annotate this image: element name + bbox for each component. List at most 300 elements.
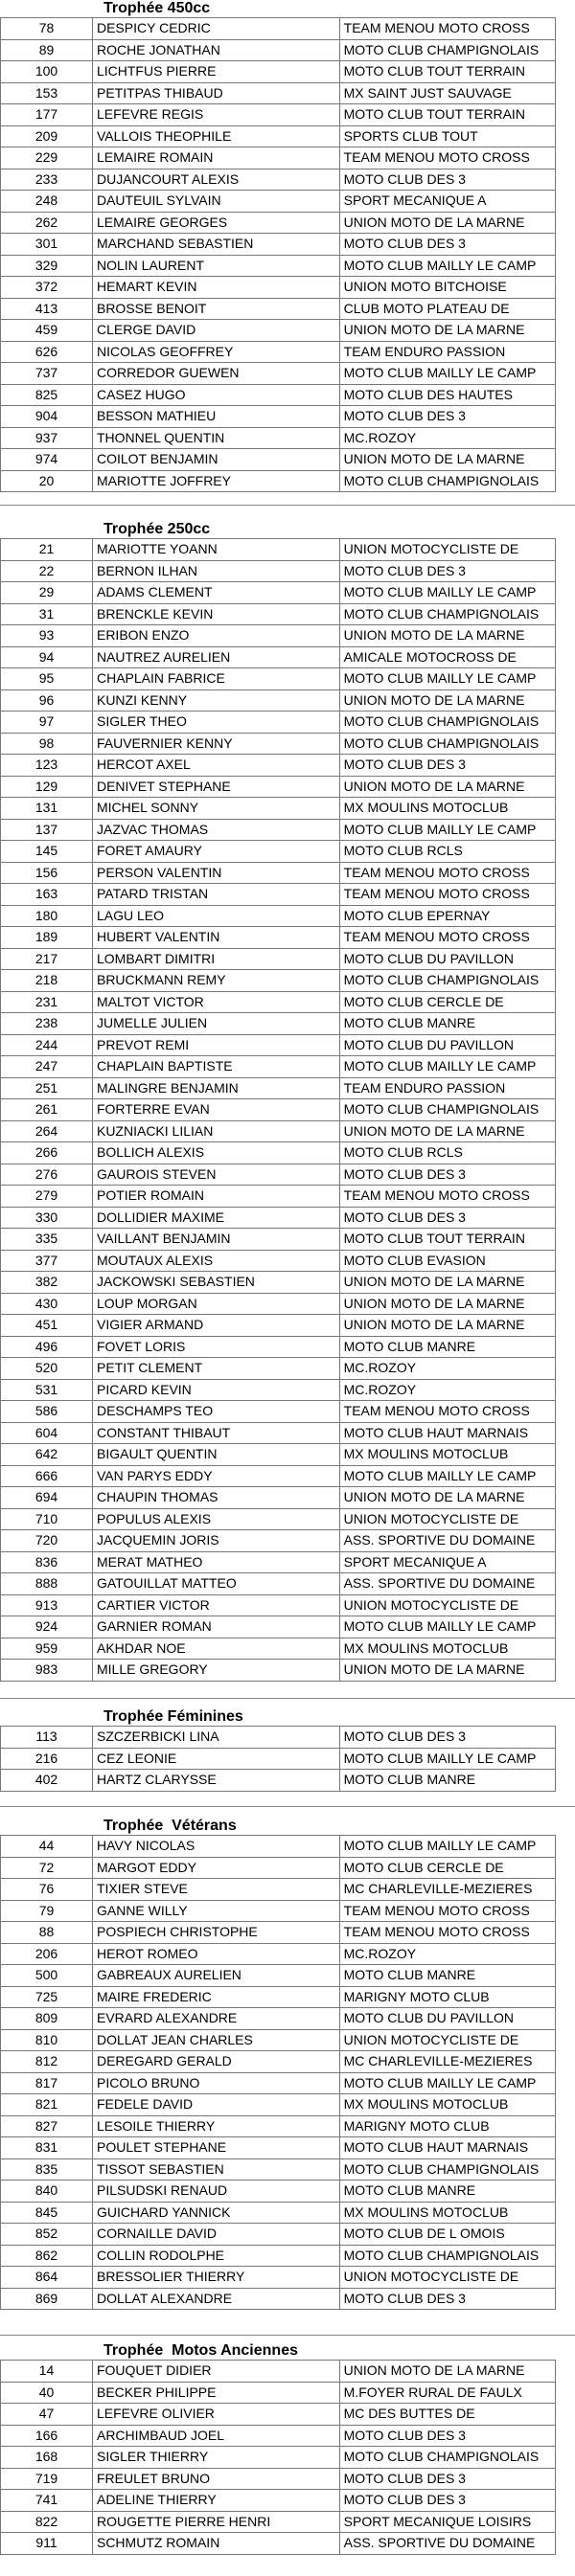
rider-club: MX MOULINS MOTOCLUB: [339, 1444, 555, 1466]
rider-name: HARTZ CLARYSSE: [92, 1770, 339, 1792]
rider-club: TEAM MENOU MOTO CROSS: [339, 884, 555, 906]
rider-club: MOTO CLUB DES 3: [339, 2425, 555, 2447]
rider-name: POPULUS ALEXIS: [92, 1508, 339, 1530]
table-row: [1, 798, 556, 820]
rider-number: 163: [1, 884, 93, 906]
rider-club: MOTO CLUB CERCLE DE: [339, 991, 555, 1013]
rider-name: LEFEVRE OLIVIER: [92, 2404, 339, 2426]
table-row: [1, 668, 556, 690]
rider-name: HEMART KEVIN: [92, 277, 339, 299]
table-row: [1, 1358, 556, 1380]
rider-name: MARIOTTE YOANN: [92, 539, 339, 561]
rider-name: KUZNIACKI LILIAN: [92, 1120, 339, 1142]
table-row: [1, 1250, 556, 1272]
rider-club: UNION MOTOCYCLISTE DE: [339, 1508, 555, 1530]
rider-number: 586: [1, 1401, 93, 1423]
rider-number: 251: [1, 1077, 93, 1099]
rider-number: 72: [1, 1857, 93, 1879]
rider-name: PETITPAS THIBAUD: [92, 82, 339, 104]
rider-name: JACQUEMIN JORIS: [92, 1530, 339, 1552]
rider-name: DOLLAT ALEXANDRE: [92, 2288, 339, 2310]
table-row: [1, 1922, 556, 1944]
rider-number: 79: [1, 1900, 93, 1922]
rider-number: 93: [1, 625, 93, 647]
rider-name: PATARD TRISTAN: [92, 884, 339, 906]
rider-club: ASS. SPORTIVE DU DOMAINE: [339, 1530, 555, 1552]
rider-club: MOTO CLUB MANRE: [339, 1770, 555, 1792]
rider-club: MOTO CLUB DES 3: [339, 234, 555, 256]
table-row: [1, 1013, 556, 1035]
rider-name: CLERGE DAVID: [92, 320, 339, 342]
rider-club: SPORT MECANIQUE A: [339, 1551, 555, 1573]
rider-name: SCHMUTZ ROMAIN: [92, 2533, 339, 2555]
table-row: [1, 2137, 556, 2159]
rider-number: 29: [1, 582, 93, 604]
rider-name: JAZVAC THOMAS: [92, 819, 339, 841]
rider-name: CEZ LEONIE: [92, 1748, 339, 1770]
rider-club: TEAM MENOU MOTO CROSS: [339, 1186, 555, 1208]
rider-club: UNION MOTO DE LA MARNE: [339, 449, 555, 471]
rider-number: 827: [1, 2115, 93, 2137]
table-row: [1, 2533, 556, 2555]
table-row: [1, 733, 556, 755]
rider-club: MX SAINT JUST SAUVAGE: [339, 82, 555, 104]
rider-name: CONSTANT THIBAUT: [92, 1422, 339, 1444]
rider-name: ROCHE JONATHAN: [92, 39, 339, 61]
rider-club: MOTO CLUB MAILLY LE CAMP: [339, 1616, 555, 1638]
rider-name: LEMAIRE GEORGES: [92, 212, 339, 234]
table-row: [1, 1401, 556, 1423]
rider-table: [0, 17, 556, 492]
rider-club: UNION MOTOCYCLISTE DE: [339, 2267, 555, 2289]
rider-name: LOMBART DIMITRI: [92, 948, 339, 970]
rider-name: MERAT MATHEO: [92, 1551, 339, 1573]
rider-number: 604: [1, 1422, 93, 1444]
rider-number: 97: [1, 712, 93, 734]
rider-name: DOLLIDIER MAXIME: [92, 1207, 339, 1229]
table-row: [1, 2404, 556, 2426]
rider-number: 166: [1, 2425, 93, 2447]
rider-name: LEFEVRE REGIS: [92, 104, 339, 126]
table-row: [1, 191, 556, 213]
table-row: [1, 2267, 556, 2289]
rider-club: MX MOULINS MOTOCLUB: [339, 798, 555, 820]
rider-number: 180: [1, 905, 93, 927]
rider-name: FOUQUET DIDIER: [92, 2361, 339, 2383]
rider-club: UNION MOTO DE LA MARNE: [339, 1272, 555, 1294]
rider-club: TEAM ENDURO PASSION: [339, 1077, 555, 1099]
rider-club: MX MOULINS MOTOCLUB: [339, 2202, 555, 2224]
rider-club: MOTO CLUB CHAMPIGNOLAIS: [339, 39, 555, 61]
rider-number: 156: [1, 862, 93, 884]
rider-name: POTIER ROMAIN: [92, 1186, 339, 1208]
table-row: [1, 1770, 556, 1792]
rider-club: MC CHARLEVILLE-MEZIERES: [339, 1879, 555, 1901]
rider-name: TIXIER STEVE: [92, 1879, 339, 1901]
rider-club: TEAM MENOU MOTO CROSS: [339, 1900, 555, 1922]
table-row: [1, 1748, 556, 1770]
table-row: [1, 884, 556, 906]
rider-number: 817: [1, 2072, 93, 2094]
rider-number: 719: [1, 2468, 93, 2490]
rider-club: MC.ROZOY: [339, 1943, 555, 1965]
rider-club: MOTO CLUB MAILLY LE CAMP: [339, 1056, 555, 1078]
rider-number: 94: [1, 646, 93, 668]
rider-club: MOTO CLUB MAILLY LE CAMP: [339, 1465, 555, 1487]
table-row: [1, 82, 556, 104]
table-row: [1, 363, 556, 385]
rider-name: MARCHAND SEBASTIEN: [92, 234, 339, 256]
rider-name: POULET STEPHANE: [92, 2137, 339, 2159]
rider-number: 168: [1, 2447, 93, 2469]
rider-name: BESSON MATHIEU: [92, 406, 339, 428]
rider-name: BECKER PHILIPPE: [92, 2382, 339, 2404]
rider-number: 123: [1, 755, 93, 777]
rider-name: GATOUILLAT MATTEO: [92, 1573, 339, 1595]
rider-name: SZCZERBICKI LINA: [92, 1727, 339, 1749]
rider-name: VALLOIS THEOPHILE: [92, 125, 339, 147]
table-row: [1, 1465, 556, 1487]
rider-club: TEAM MENOU MOTO CROSS: [339, 862, 555, 884]
section-title: Trophée 450cc: [104, 0, 211, 16]
rider-number: 372: [1, 277, 93, 299]
rider-club: TEAM ENDURO PASSION: [339, 341, 555, 363]
table-row: [1, 2468, 556, 2490]
rider-number: 264: [1, 1120, 93, 1142]
rider-table: [0, 538, 556, 1682]
rider-club: MARIGNY MOTO CLUB: [339, 2115, 555, 2137]
rider-club: UNION MOTO DE LA MARNE: [339, 689, 555, 712]
rider-name: THONNEL QUENTIN: [92, 427, 339, 449]
rider-club: TEAM MENOU MOTO CROSS: [339, 1401, 555, 1423]
rider-number: 244: [1, 1034, 93, 1056]
rider-club: MOTO CLUB CHAMPIGNOLAIS: [339, 1099, 555, 1121]
rider-number: 209: [1, 125, 93, 147]
rider-number: 983: [1, 1660, 93, 1682]
table-row: [1, 603, 556, 625]
rider-club: UNION MOTO DE LA MARNE: [339, 212, 555, 234]
rider-number: 206: [1, 1943, 93, 1965]
rider-number: 377: [1, 1250, 93, 1272]
rider-name: ERIBON ENZO: [92, 625, 339, 647]
rider-club: MOTO CLUB DES 3: [339, 1727, 555, 1749]
rider-name: GUICHARD YANNICK: [92, 2202, 339, 2224]
rider-number: 95: [1, 668, 93, 690]
section-divider: [0, 505, 575, 506]
rider-number: 96: [1, 689, 93, 712]
rider-name: BOLLICH ALEXIS: [92, 1142, 339, 1164]
rider-number: 430: [1, 1293, 93, 1315]
rider-number: 217: [1, 948, 93, 970]
rider-number: 233: [1, 169, 93, 191]
table-row: [1, 2202, 556, 2224]
rider-number: 737: [1, 363, 93, 385]
rider-number: 40: [1, 2382, 93, 2404]
rider-number: 836: [1, 1551, 93, 1573]
table-row: [1, 625, 556, 647]
rider-club: MOTO CLUB MAILLY LE CAMP: [339, 1836, 555, 1858]
rider-number: 741: [1, 2490, 93, 2512]
table-row: [1, 539, 556, 561]
rider-name: MALTOT VICTOR: [92, 991, 339, 1013]
table-row: [1, 1530, 556, 1552]
table-row: [1, 1660, 556, 1682]
table-row: [1, 1487, 556, 1509]
rider-number: 78: [1, 18, 93, 40]
rider-club: MOTO CLUB DE L OMOIS: [339, 2224, 555, 2246]
table-row: [1, 2008, 556, 2030]
table-row: [1, 1315, 556, 1337]
table-row: [1, 18, 556, 40]
rider-number: 129: [1, 776, 93, 798]
table-row: [1, 560, 556, 582]
rider-number: 231: [1, 991, 93, 1013]
table-row: [1, 1164, 556, 1186]
rider-name: COILOT BENJAMIN: [92, 449, 339, 471]
rider-club: MOTO CLUB DES 3: [339, 755, 555, 777]
rider-number: 402: [1, 1770, 93, 1792]
rider-name: DEREGARD GERALD: [92, 2051, 339, 2073]
rider-number: 189: [1, 927, 93, 949]
rider-number: 238: [1, 1013, 93, 1035]
rider-club: MOTO CLUB MANRE: [339, 2181, 555, 2203]
rider-name: ADAMS CLEMENT: [92, 582, 339, 604]
table-row: [1, 2245, 556, 2267]
rider-name: MICHEL SONNY: [92, 798, 339, 820]
rider-number: 89: [1, 39, 93, 61]
rider-number: 382: [1, 1272, 93, 1294]
rider-name: MARIOTTE JOFFREY: [92, 470, 339, 492]
table-row: [1, 1034, 556, 1056]
table-row: [1, 1965, 556, 1987]
rider-number: 413: [1, 298, 93, 320]
rider-club: MX MOULINS MOTOCLUB: [339, 1638, 555, 1660]
rider-number: 44: [1, 1836, 93, 1858]
section-divider: [0, 1698, 575, 1699]
rider-name: PETIT CLEMENT: [92, 1358, 339, 1380]
rider-club: TEAM MENOU MOTO CROSS: [339, 18, 555, 40]
table-row: [1, 341, 556, 363]
section-title: Trophée Vétérans: [104, 1818, 237, 1834]
rider-name: LICHTFUS PIERRE: [92, 61, 339, 83]
rider-number: 20: [1, 470, 93, 492]
rider-number: 47: [1, 2404, 93, 2426]
rider-name: LAGU LEO: [92, 905, 339, 927]
table-row: [1, 1836, 556, 1858]
rider-club: M.FOYER RURAL DE FAULX: [339, 2382, 555, 2404]
table-row: [1, 1727, 556, 1749]
rider-club: CLUB MOTO PLATEAU DE: [339, 298, 555, 320]
rider-club: MOTO CLUB CHAMPIGNOLAIS: [339, 2447, 555, 2469]
table-row: [1, 755, 556, 777]
table-row: [1, 2382, 556, 2404]
table-row: [1, 147, 556, 169]
rider-name: MILLE GREGORY: [92, 1660, 339, 1682]
rider-name: NAUTREZ AURELIEN: [92, 646, 339, 668]
rider-club: UNION MOTO DE LA MARNE: [339, 625, 555, 647]
rider-club: MC.ROZOY: [339, 1358, 555, 1380]
rider-name: BIGAULT QUENTIN: [92, 1444, 339, 1466]
rider-number: 22: [1, 560, 93, 582]
table-row: [1, 1422, 556, 1444]
rider-name: MALINGRE BENJAMIN: [92, 1077, 339, 1099]
rider-number: 88: [1, 1922, 93, 1944]
rider-club: MOTO CLUB DES 3: [339, 169, 555, 191]
rider-number: 845: [1, 2202, 93, 2224]
rider-club: MOTO CLUB MAILLY LE CAMP: [339, 363, 555, 385]
rider-number: 335: [1, 1229, 93, 1251]
table-row: [1, 948, 556, 970]
rider-number: 229: [1, 147, 93, 169]
table-row: [1, 169, 556, 191]
rider-number: 710: [1, 1508, 93, 1530]
table-row: [1, 1573, 556, 1595]
rider-name: PERSON VALENTIN: [92, 862, 339, 884]
table-row: [1, 1099, 556, 1121]
rider-club: MOTO CLUB DES 3: [339, 1207, 555, 1229]
rider-club: MOTO CLUB TOUT TERRAIN: [339, 1229, 555, 1251]
table-row: [1, 1508, 556, 1530]
rider-name: HEROT ROMEO: [92, 1943, 339, 1965]
rider-club: MOTO CLUB RCLS: [339, 1142, 555, 1164]
rider-club: MOTO CLUB CHAMPIGNOLAIS: [339, 733, 555, 755]
rider-number: 301: [1, 234, 93, 256]
rider-club: TEAM MENOU MOTO CROSS: [339, 927, 555, 949]
table-row: [1, 384, 556, 406]
rider-number: 261: [1, 1099, 93, 1121]
table-row: [1, 2224, 556, 2246]
table-row: [1, 689, 556, 712]
rider-club: UNION MOTO DE LA MARNE: [339, 1293, 555, 1315]
rider-club: MOTO CLUB MAILLY LE CAMP: [339, 668, 555, 690]
rider-club: MOTO CLUB CHAMPIGNOLAIS: [339, 2245, 555, 2267]
rider-number: 869: [1, 2288, 93, 2310]
table-row: [1, 277, 556, 299]
rider-number: 98: [1, 733, 93, 755]
rider-name: DENIVET STEPHANE: [92, 776, 339, 798]
table-row: [1, 212, 556, 234]
table-row: [1, 1616, 556, 1638]
section-title: Trophée Féminines: [104, 1708, 243, 1725]
rider-name: VAN PARYS EDDY: [92, 1465, 339, 1487]
rider-name: GAUROIS STEVEN: [92, 1164, 339, 1186]
table-row: [1, 2511, 556, 2533]
rider-number: 812: [1, 2051, 93, 2073]
rider-name: HUBERT VALENTIN: [92, 927, 339, 949]
rider-name: SIGLER THIERRY: [92, 2447, 339, 2469]
rider-name: POSPIECH CHRISTOPHE: [92, 1922, 339, 1944]
rider-number: 913: [1, 1594, 93, 1616]
rider-number: 21: [1, 539, 93, 561]
rider-club: MC.ROZOY: [339, 427, 555, 449]
rider-club: MOTO CLUB CHAMPIGNOLAIS: [339, 712, 555, 734]
rider-number: 451: [1, 1315, 93, 1337]
rider-club: MOTO CLUB TOUT TERRAIN: [339, 61, 555, 83]
rider-name: DESPICY CEDRIC: [92, 18, 339, 40]
rider-club: MOTO CLUB HAUT MARNAIS: [339, 1422, 555, 1444]
rider-name: FOVET LORIS: [92, 1336, 339, 1358]
rider-club: MOTO CLUB HAUT MARNAIS: [339, 2137, 555, 2159]
rider-name: BERNON ILHAN: [92, 560, 339, 582]
rider-number: 276: [1, 1164, 93, 1186]
rider-name: FAUVERNIER KENNY: [92, 733, 339, 755]
rider-name: CASEZ HUGO: [92, 384, 339, 406]
rider-name: PILSUDSKI RENAUD: [92, 2181, 339, 2203]
rider-name: CHAUPIN THOMAS: [92, 1487, 339, 1509]
table-row: [1, 862, 556, 884]
rider-name: TISSOT SEBASTIEN: [92, 2158, 339, 2181]
rider-club: UNION MOTO BITCHOISE: [339, 277, 555, 299]
rider-number: 864: [1, 2267, 93, 2289]
rider-number: 131: [1, 798, 93, 820]
table-row: [1, 61, 556, 83]
rider-number: 145: [1, 841, 93, 863]
rider-name: FREULET BRUNO: [92, 2468, 339, 2490]
rider-name: VIGIER ARMAND: [92, 1315, 339, 1337]
rider-name: HAVY NICOLAS: [92, 1836, 339, 1858]
rider-club: TEAM MENOU MOTO CROSS: [339, 147, 555, 169]
rider-number: 113: [1, 1727, 93, 1749]
table-row: [1, 1142, 556, 1164]
rider-club: MARIGNY MOTO CLUB: [339, 1986, 555, 2008]
rider-number: 459: [1, 320, 93, 342]
table-row: [1, 1943, 556, 1965]
rider-number: 642: [1, 1444, 93, 1466]
rider-club: MOTO CLUB CHAMPIGNOLAIS: [339, 603, 555, 625]
rider-club: TEAM MENOU MOTO CROSS: [339, 1922, 555, 1944]
table-row: [1, 2158, 556, 2181]
rider-number: 14: [1, 2361, 93, 2383]
table-row: [1, 2361, 556, 2383]
rider-club: MOTO CLUB RCLS: [339, 841, 555, 863]
table-row: [1, 427, 556, 449]
rider-number: 809: [1, 2008, 93, 2030]
rider-table: [0, 2360, 556, 2555]
table-row: [1, 2115, 556, 2137]
rider-club: MOTO CLUB CHAMPIGNOLAIS: [339, 2158, 555, 2181]
rider-club: UNION MOTO DE LA MARNE: [339, 1315, 555, 1337]
rider-name: GARNIER ROMAN: [92, 1616, 339, 1638]
table-row: [1, 1336, 556, 1358]
rider-name: ROUGETTE PIERRE HENRI: [92, 2511, 339, 2533]
rider-name: SIGLER THEO: [92, 712, 339, 734]
rider-club: MOTO CLUB DU PAVILLON: [339, 1034, 555, 1056]
rider-number: 153: [1, 82, 93, 104]
rider-club: MOTO CLUB MAILLY LE CAMP: [339, 582, 555, 604]
table-row: [1, 320, 556, 342]
rider-name: LESOILE THIERRY: [92, 2115, 339, 2137]
rider-name: JUMELLE JULIEN: [92, 1013, 339, 1035]
section-title: Trophée Motos Anciennes: [104, 2342, 298, 2359]
rider-name: LEMAIRE ROMAIN: [92, 147, 339, 169]
table-row: [1, 819, 556, 841]
rider-number: 831: [1, 2137, 93, 2159]
rider-club: UNION MOTO DE LA MARNE: [339, 1487, 555, 1509]
rider-number: 247: [1, 1056, 93, 1078]
rider-club: SPORTS CLUB TOUT: [339, 125, 555, 147]
rider-name: CHAPLAIN FABRICE: [92, 668, 339, 690]
rider-club: UNION MOTO DE LA MARNE: [339, 320, 555, 342]
table-row: [1, 39, 556, 61]
rider-club: SPORT MECANIQUE A: [339, 191, 555, 213]
rider-name: EVRARD ALEXANDRE: [92, 2008, 339, 2030]
rider-name: HERCOT AXEL: [92, 755, 339, 777]
rider-number: 100: [1, 61, 93, 83]
rider-club: MC DES BUTTES DE: [339, 2404, 555, 2426]
rider-number: 329: [1, 255, 93, 277]
table-row: [1, 1186, 556, 1208]
rider-number: 888: [1, 1573, 93, 1595]
